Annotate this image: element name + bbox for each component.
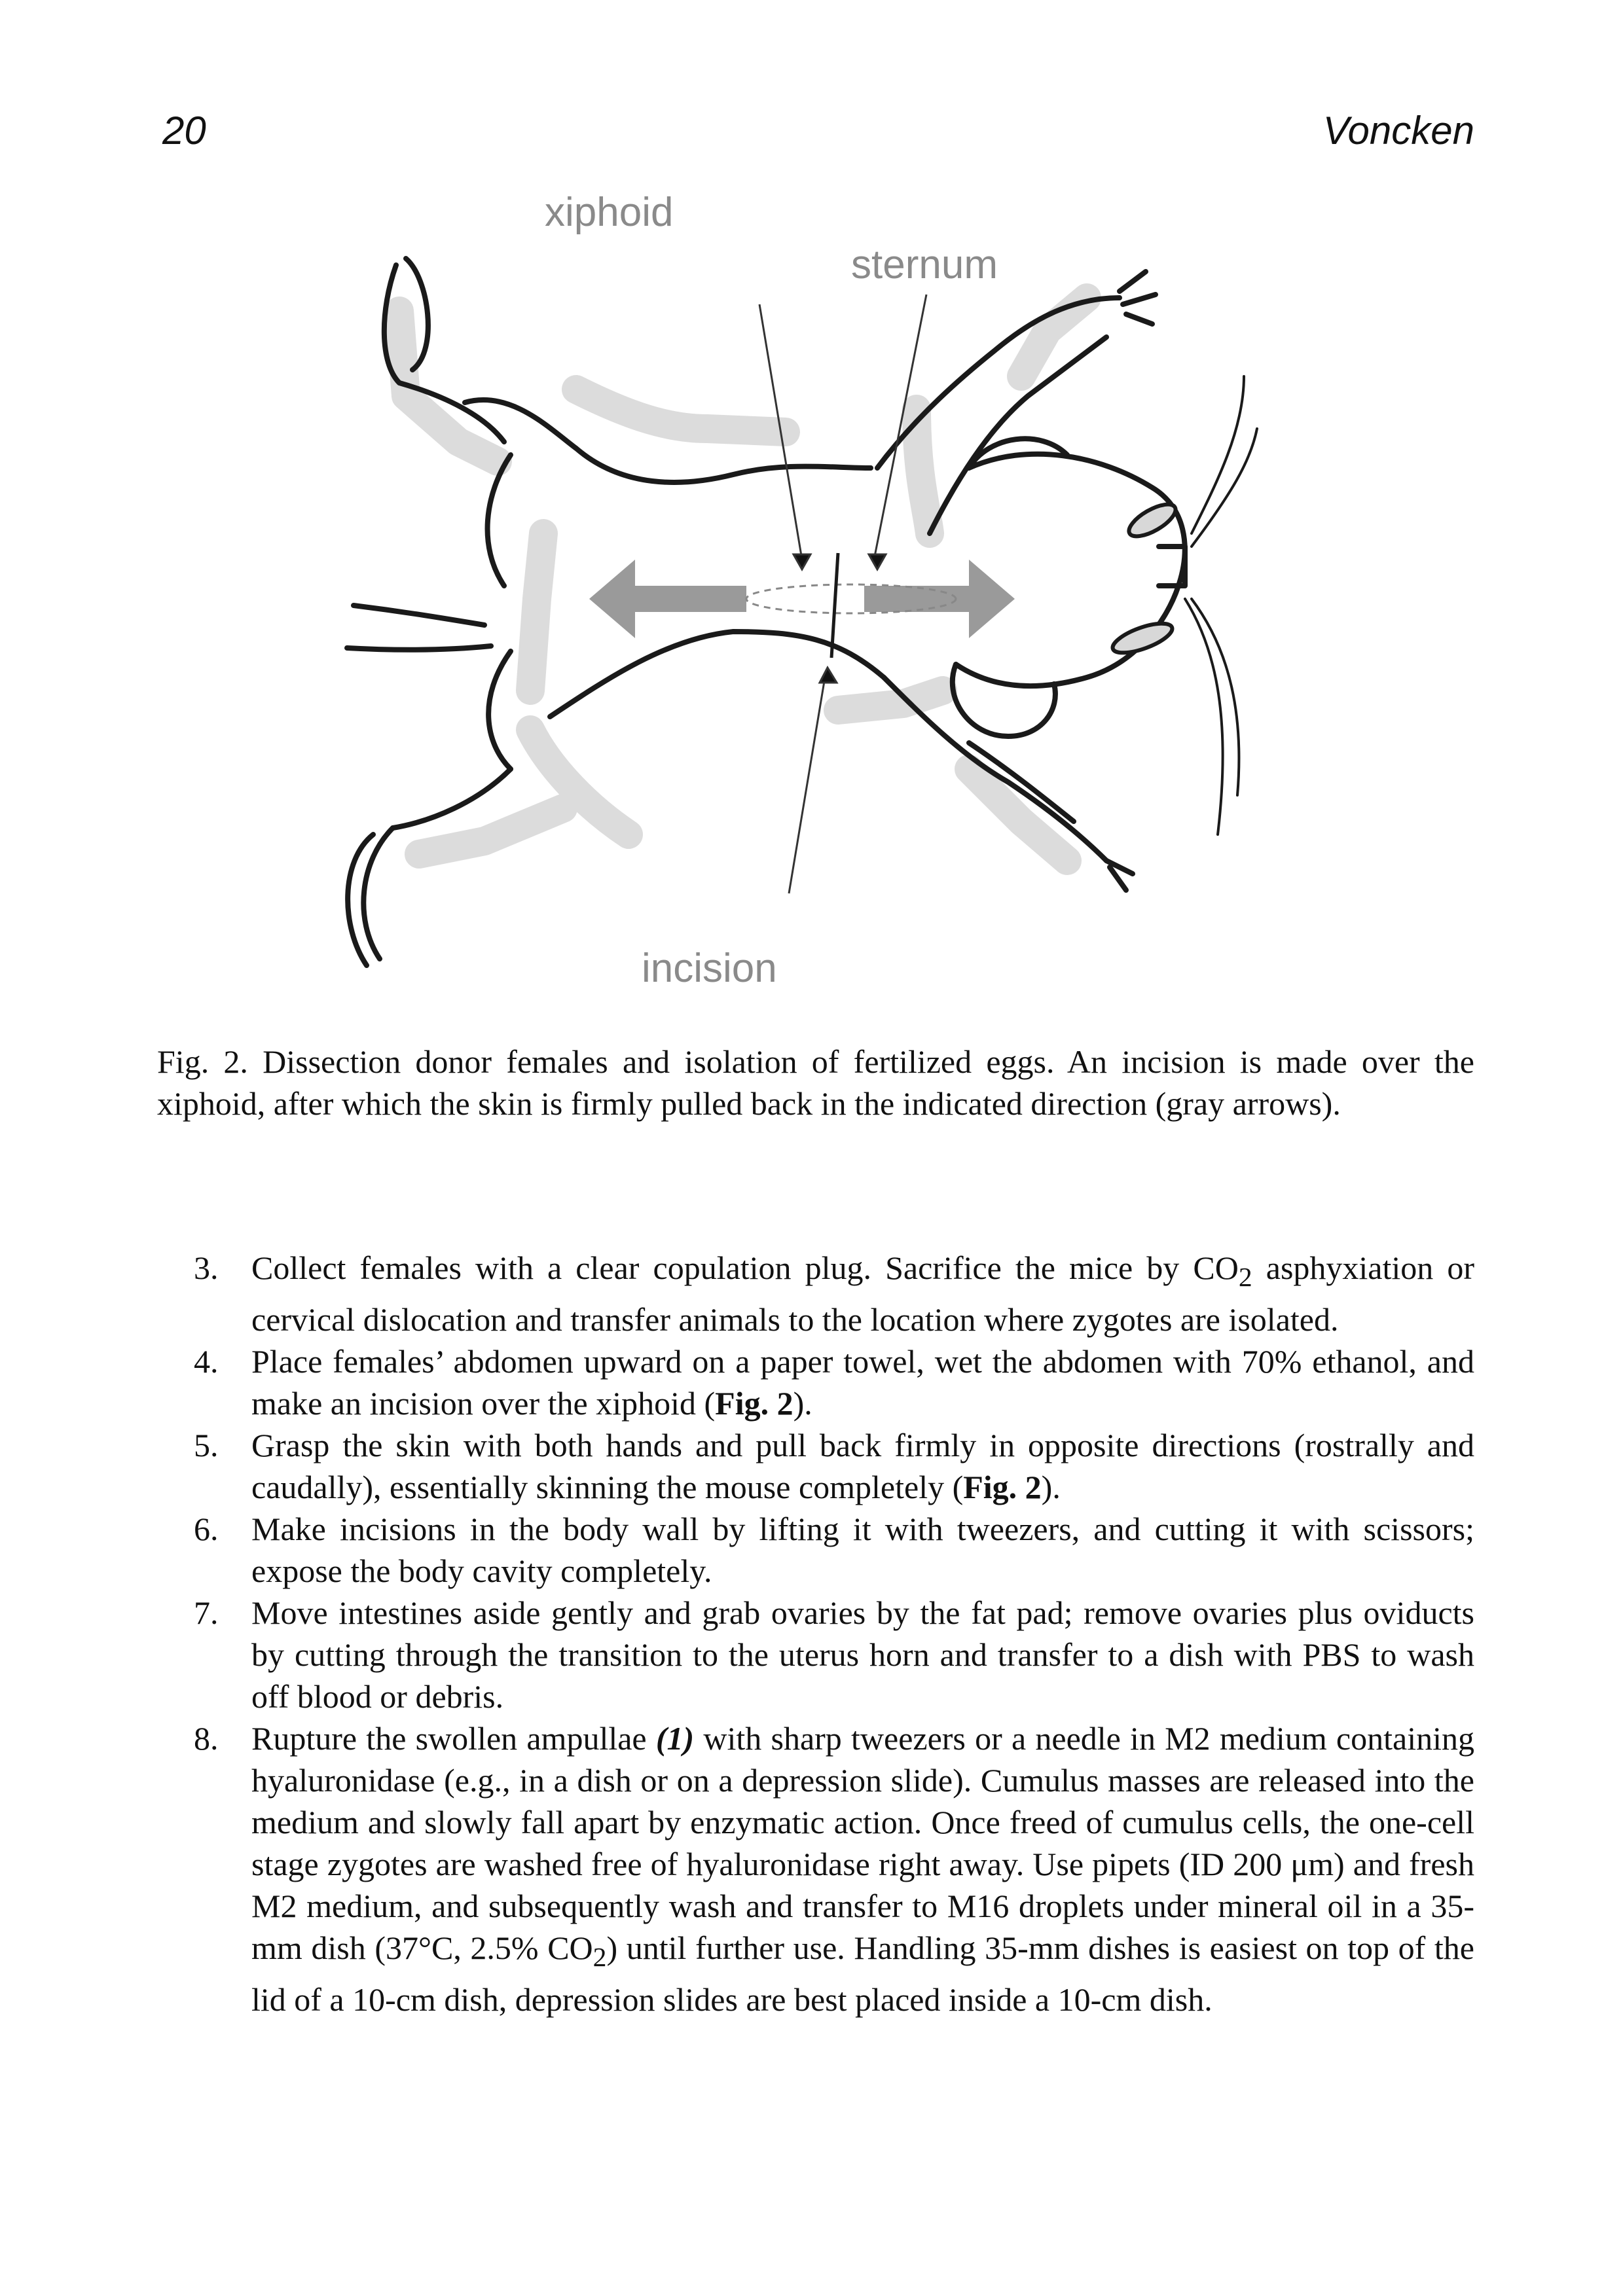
lower-left-foot bbox=[348, 828, 393, 965]
protocol-step bbox=[157, 1247, 1474, 1340]
sternum-label: sternum bbox=[851, 242, 998, 287]
step-text: Move intestines aside gently and grab ovaries by the fat pad; remove ovaries plus oviducts by cutting through the transition to the uterus horn and transfer to a dish with PBS to wash off blood or debris. bbox=[251, 1594, 1474, 1715]
protocol-steps bbox=[157, 1247, 1474, 2020]
step-number: 6. bbox=[194, 1511, 219, 1547]
xiphoid-label: xiphoid bbox=[545, 190, 674, 235]
protocol-step bbox=[157, 1508, 1474, 1592]
step-text: Make incisions in the body wall by lifting it with tweezers, and cutting it with scissors; expose the body cavity completely. bbox=[251, 1511, 1474, 1589]
upper-right-hand bbox=[1120, 272, 1156, 324]
step-text: ). bbox=[1041, 1469, 1061, 1505]
running-head-author: Voncken bbox=[1322, 109, 1474, 152]
subscript: 2 bbox=[593, 1943, 607, 1973]
step-text: with sharp tweezers or a needle in M2 medium containing hyaluronidase (e.g., in a dish or on a depression slide). Cumulus masses are released into the medium and slowly fall apart by enzymatic action. Once freed of cumulus cells, the one-cell stage zygotes are washed free of hyaluronidase right away. Use pipets (ID 200 μm) and fresh M2 medium, and subsequently wash and transfer to M16 droplets under mineral oil in a 35-mm dish (37°C, 2.5% CO bbox=[251, 1720, 1474, 1966]
sternum-pointer-arrow-icon bbox=[869, 554, 886, 569]
incision-line bbox=[831, 553, 838, 658]
step-text: Grasp the skin with both hands and pull back firmly in opposite directions (rostrally and caudally), essentially skinning the mouse completely ( bbox=[251, 1427, 1474, 1505]
lower-right-foot bbox=[1106, 861, 1133, 890]
figure-reference: Fig. 2 bbox=[715, 1385, 793, 1422]
step-text: ). bbox=[793, 1385, 812, 1422]
mouse-dissection-figure bbox=[314, 180, 1336, 1005]
subscript: 2 bbox=[1238, 1263, 1252, 1293]
protocol-step bbox=[157, 1424, 1474, 1508]
step-number: 8. bbox=[194, 1720, 219, 1757]
head-outline bbox=[956, 454, 1185, 686]
step-number: 7. bbox=[194, 1594, 219, 1631]
citation: (1) bbox=[655, 1720, 695, 1757]
body-left-lower bbox=[488, 651, 511, 769]
step-text: Collect females with a clear copulation plug. Sacrifice the mice by CO bbox=[251, 1249, 1239, 1286]
step-text: ) until further use. Handling 35-mm dishes is easiest on top of the lid of a 10-cm dish, depression slides are best placed inside a 10-cm dish. bbox=[251, 1929, 1474, 2018]
step-number: 4. bbox=[194, 1343, 219, 1380]
incision-label: incision bbox=[642, 946, 777, 991]
xiphoid-pointer-arrow-icon bbox=[793, 554, 811, 569]
lower-ear bbox=[953, 664, 1055, 736]
protocol-step bbox=[157, 1717, 1474, 2020]
tail bbox=[347, 605, 491, 650]
skin-pull-arrow-right bbox=[864, 560, 1015, 638]
step-text: Place females’ abdomen upward on a paper towel, wet the abdomen with 70% ethanol, and make an incision over the xiphoid ( bbox=[251, 1343, 1474, 1422]
skin-pull-arrow-left bbox=[589, 560, 746, 638]
protocol-step bbox=[157, 1340, 1474, 1424]
step-number: 3. bbox=[194, 1249, 219, 1286]
body-left-upper bbox=[488, 455, 511, 586]
eye-upper bbox=[1124, 498, 1180, 543]
step-text: asphyxiation or cervical dislocation and transfer animals to the location where zygotes are isolated. bbox=[251, 1249, 1475, 1338]
figure-caption: Fig. 2. Dissection donor females and isolation of fertilized eggs. An incision is made over the xiphoid, after which the skin is firmly pulled back in the indicated direction (gray arrows). bbox=[157, 1043, 1474, 1122]
whiskers bbox=[1185, 376, 1257, 834]
step-text: Rupture the swollen ampullae bbox=[251, 1720, 656, 1757]
eye-lower bbox=[1109, 618, 1175, 659]
page-number: 20 bbox=[162, 109, 206, 152]
lower-left-leg bbox=[393, 769, 511, 828]
figure-reference: Fig. 2 bbox=[963, 1469, 1042, 1505]
incision-pointer-arrow-icon bbox=[820, 668, 837, 683]
protocol-step bbox=[157, 1592, 1474, 1717]
step-number: 5. bbox=[194, 1427, 219, 1463]
